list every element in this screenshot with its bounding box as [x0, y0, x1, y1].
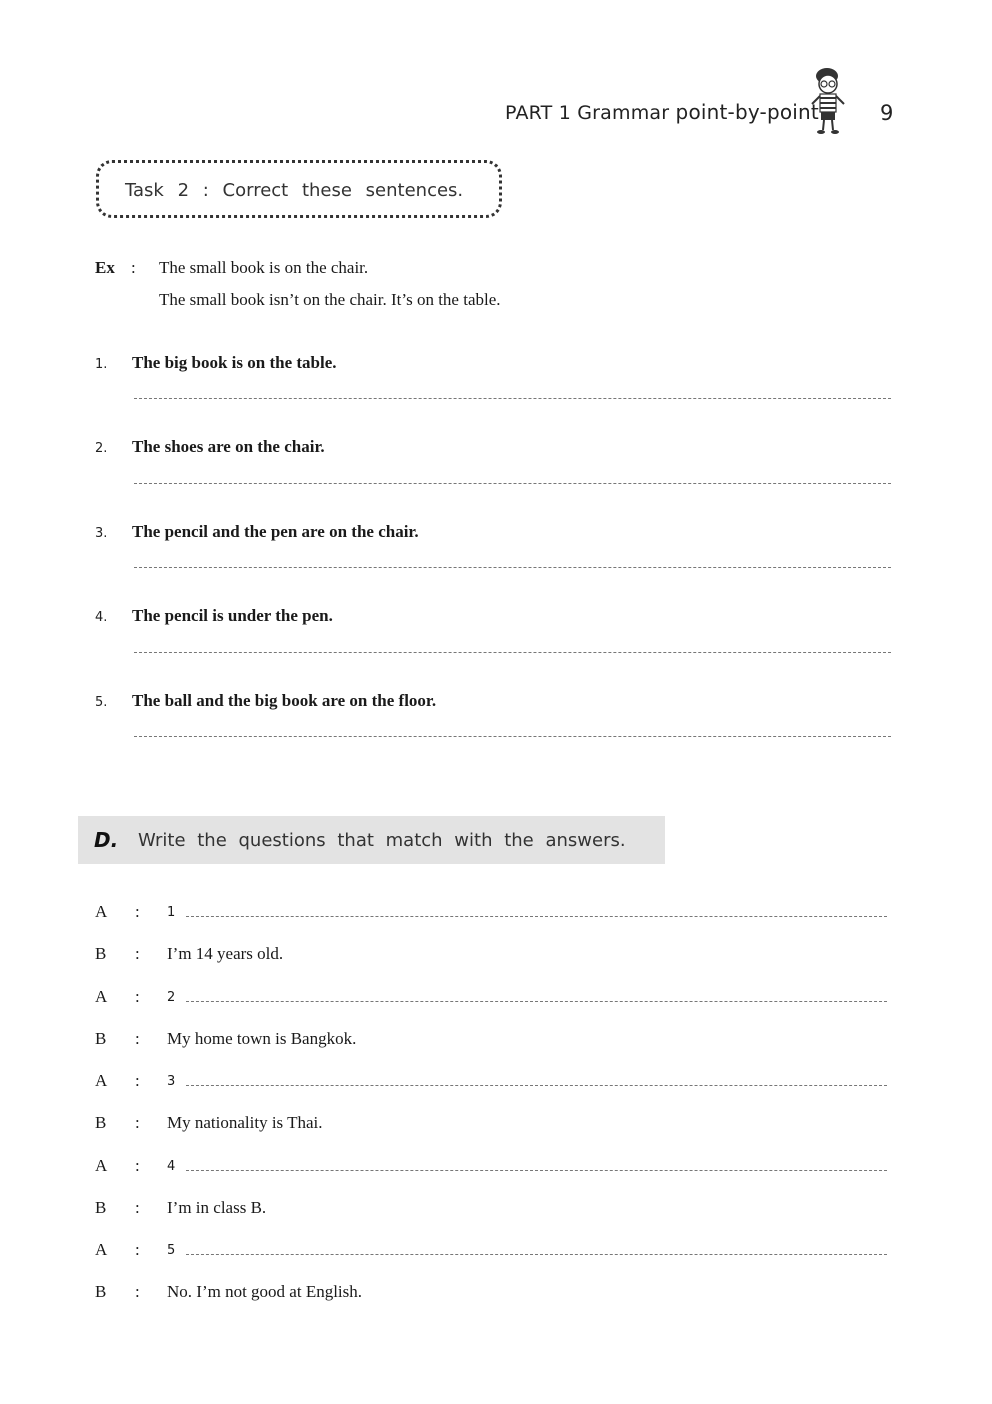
example-label: Ex: [95, 258, 115, 277]
question-text: The pencil is under the pen.: [132, 606, 333, 625]
page-number: 9: [880, 101, 894, 125]
dialogue-colon: :: [135, 1029, 140, 1048]
dialogue-number: 4: [167, 1159, 176, 1174]
question-number: 5.: [95, 695, 108, 710]
answer-line[interactable]: [186, 1170, 887, 1171]
speaker-label: B: [95, 1113, 107, 1132]
answer-line[interactable]: [186, 1254, 887, 1255]
dialogue-number: 2: [167, 990, 176, 1005]
header-title-tail: point-by-point: [675, 100, 819, 124]
mascot-illustration: [806, 66, 852, 136]
answer-line[interactable]: [134, 398, 891, 399]
speaker-label: B: [95, 1282, 107, 1301]
dialogue-colon: :: [135, 1240, 140, 1259]
speaker-label: B: [95, 1198, 107, 1217]
answer-line[interactable]: [186, 916, 887, 917]
question-number: 2.: [95, 441, 108, 456]
speaker-label: A: [95, 1071, 108, 1090]
example-colon: :: [131, 258, 136, 277]
speaker-label: B: [95, 944, 107, 963]
header-title-main: PART 1 Grammar: [505, 102, 670, 124]
dialogue-colon: :: [135, 987, 140, 1006]
speaker-label: A: [95, 1240, 108, 1259]
dialogue-answer: My home town is Bangkok.: [167, 1029, 357, 1048]
question-text: The shoes are on the chair.: [132, 437, 325, 456]
answer-line[interactable]: [186, 1085, 887, 1086]
answer-line[interactable]: [134, 652, 891, 653]
dialogue-answer: My nationality is Thai.: [167, 1113, 323, 1132]
speaker-label: A: [95, 902, 108, 921]
dialogue-number: 5: [167, 1243, 176, 1258]
dialogue-number: 3: [167, 1074, 176, 1089]
answer-line[interactable]: [186, 1001, 887, 1002]
dialogue-colon: :: [135, 1156, 140, 1175]
dialogue-colon: :: [135, 944, 140, 963]
dialogue-colon: :: [135, 902, 140, 921]
example-sentence: The small book is on the chair.: [159, 258, 369, 277]
speaker-label: B: [95, 1029, 107, 1048]
dialogue-answer: No. I’m not good at English.: [167, 1282, 363, 1301]
question-text: The pencil and the pen are on the chair.: [132, 522, 419, 541]
dialogue-answer: I’m 14 years old.: [167, 944, 284, 963]
dialogue-number: 1: [167, 905, 176, 920]
question-number: 3.: [95, 526, 108, 541]
question-number: 1.: [95, 357, 108, 372]
question-text: The ball and the big book are on the floor.: [132, 691, 437, 710]
question-text: The big book is on the table.: [132, 353, 337, 372]
dialogue-answer: I’m in class B.: [167, 1198, 267, 1217]
task-label: Task 2 : Correct these sentences.: [125, 180, 464, 201]
section-d-instruction: Write the questions that match with the answers.: [138, 830, 626, 851]
section-d-letter: D.: [94, 828, 119, 852]
dialogue-colon: :: [135, 1113, 140, 1132]
answer-line[interactable]: [134, 483, 891, 484]
answer-line[interactable]: [134, 567, 891, 568]
header-title: [505, 100, 819, 124]
example-answer: The small book isn’t on the chair. It’s on the table.: [159, 290, 501, 309]
question-number: 4.: [95, 610, 108, 625]
answer-line[interactable]: [134, 736, 891, 737]
dialogue-colon: :: [135, 1282, 140, 1301]
dialogue-colon: :: [135, 1198, 140, 1217]
dialogue-colon: :: [135, 1071, 140, 1090]
speaker-label: A: [95, 987, 108, 1006]
speaker-label: A: [95, 1156, 108, 1175]
